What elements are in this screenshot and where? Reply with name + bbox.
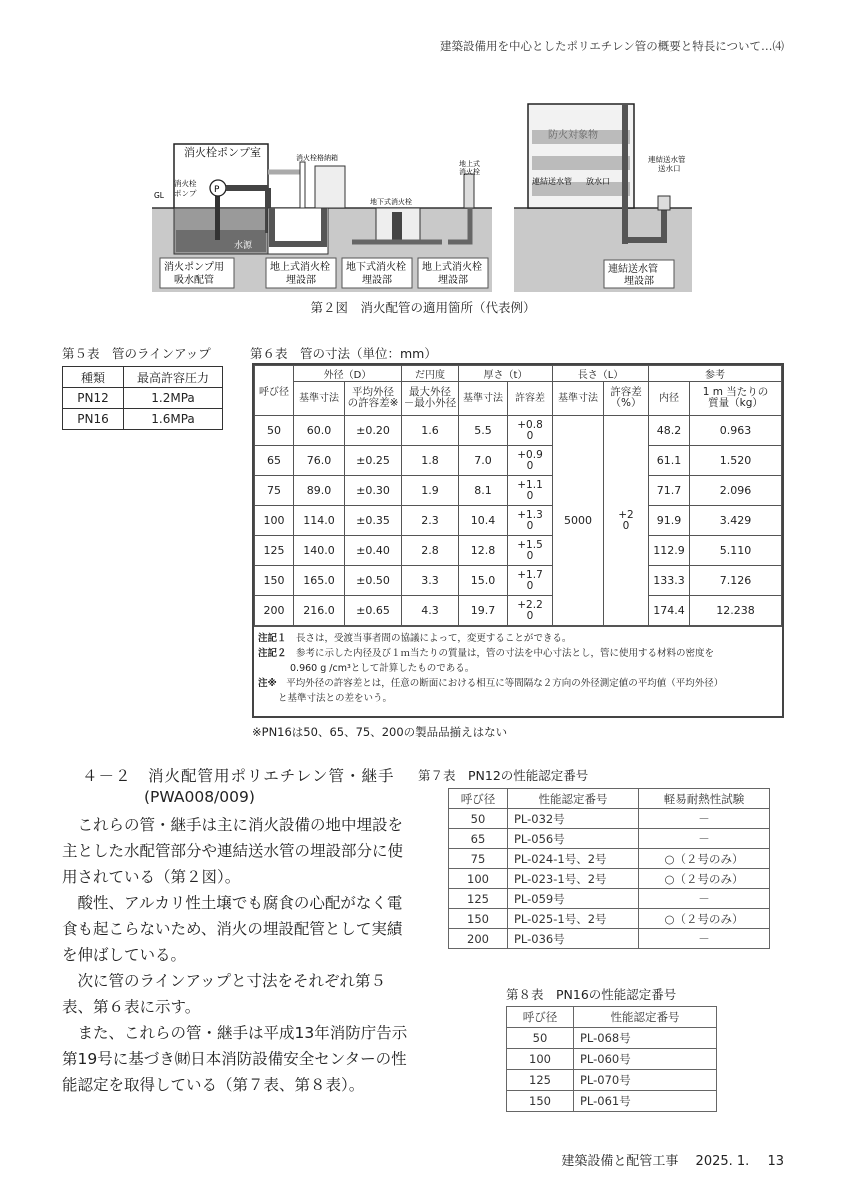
t6-cell-t: 10.4 — [459, 506, 508, 536]
note3b: と基準寸法との差をいう。 — [278, 693, 393, 704]
table8-cell: PL-068号 — [574, 1028, 717, 1049]
label-pump: 消火栓 — [174, 179, 197, 188]
table7-cell: PL-024-1号、2号 — [508, 849, 639, 869]
t6-h-mean-tol: 平均外径 の許容差※ — [345, 382, 402, 416]
table-row — [507, 1049, 717, 1070]
t6-length: 5000 — [553, 416, 604, 626]
table6-notes — [254, 626, 782, 706]
note3-label: 注※ — [258, 678, 277, 689]
note1-label: 注記１ — [258, 633, 287, 644]
note1: 長さは，受渡当事者間の協議によって，変更することができる。 — [296, 633, 572, 644]
table7-cell: 150 — [449, 909, 508, 929]
paragraph: 次に管のラインアップと寸法をそれぞれ第５表、第６表に示す。 — [62, 972, 386, 1016]
t6-cell-id: 61.1 — [649, 446, 690, 476]
table8-cell: PL-061号 — [574, 1091, 717, 1112]
t6-cell-od: 60.0 — [294, 416, 345, 446]
label-water-source: 水源 — [234, 241, 253, 251]
t6-cell-odtol: ±0.20 — [345, 416, 402, 446]
table-row — [255, 536, 782, 566]
t6-cell-n: 200 — [255, 596, 294, 626]
svg-text:埋設部: 埋設部 — [624, 276, 654, 287]
note2a: 参考に示した内径及び１ｍ当たりの質量は，管の寸法を中心寸法とし，管に使用する材料の密度を — [296, 648, 715, 659]
table8-caption: 第８表 PN16の性能認定番号 — [506, 987, 677, 1002]
t6-cell-t: 7.0 — [459, 446, 508, 476]
table7-cell: 100 — [449, 869, 508, 889]
t6-cell-id: 91.9 — [649, 506, 690, 536]
note2b: 0.960 g /cm³として計算したものである。 — [290, 663, 475, 674]
t6-cell-odtol: ±0.30 — [345, 476, 402, 506]
t6-cell-ttol: +0.9 0 — [508, 446, 553, 476]
table8-cell: 50 — [507, 1028, 574, 1049]
t6-cell-od: 165.0 — [294, 566, 345, 596]
t6-cell-n: 100 — [255, 506, 294, 536]
t6-h-base3: 基準寸法 — [553, 382, 604, 416]
t6-h-length: 長さ（L） — [553, 366, 649, 382]
label-gl: GL — [154, 191, 164, 200]
label-conn-inlet: 連結送水管 — [648, 155, 686, 164]
table7-cell: － — [639, 889, 770, 909]
label-under-buried: 地下式消火栓 — [346, 262, 406, 273]
table7-cell: 200 — [449, 929, 508, 949]
fire-piping-diagram — [152, 100, 692, 292]
table5-cell: 1.6MPa — [124, 409, 223, 430]
t6-cell-ov: 3.3 — [402, 566, 459, 596]
t6-cell-kg: 0.963 — [690, 416, 782, 446]
t6-cell-kg: 5.110 — [690, 536, 782, 566]
paragraph: また、これらの管・継手は平成13年消防庁告示第19号に基づき㈶日本消防設備安全センターの性能認定を取得している（第７表、第８表）。 — [62, 1024, 408, 1094]
footer — [561, 1150, 784, 1169]
table7-cell: ○（２号のみ） — [639, 909, 770, 929]
section-heading: ４－２ 消火配管用ポリエチレン管・継手 — [82, 767, 395, 785]
table5-header: 最高許容圧力 — [124, 367, 223, 388]
table7-caption: 第７表 PN12の性能認定番号 — [418, 768, 589, 783]
table5-header: 種類 — [63, 367, 124, 388]
table-row — [255, 596, 782, 626]
table8-cell: PL-060号 — [574, 1049, 717, 1070]
t6-cell-ttol: +1.3 0 — [508, 506, 553, 536]
table-row — [255, 446, 782, 476]
table7-cell: ○（２号のみ） — [639, 869, 770, 889]
label-underground-hydrant: 地下式消火栓 — [370, 198, 412, 206]
t6-cell-ov: 1.9 — [402, 476, 459, 506]
t6-cell-ttol: +1.5 0 — [508, 536, 553, 566]
t6-h-base2: 基準寸法 — [459, 382, 508, 416]
table-row — [449, 909, 770, 929]
table7-cell: PL-032号 — [508, 809, 639, 829]
t6-cell-kg: 2.096 — [690, 476, 782, 506]
t6-cell-ttol: +1.7 0 — [508, 566, 553, 596]
table5-caption: 第５表 管のラインアップ — [62, 346, 211, 361]
t6-cell-odtol: ±0.65 — [345, 596, 402, 626]
table-row — [449, 849, 770, 869]
table-row — [255, 566, 782, 596]
table-row — [449, 929, 770, 949]
label-outlet: 放水口 — [586, 177, 610, 186]
t6-h-id: 内径 — [649, 382, 690, 416]
label-above-buried: 地上式消火栓 — [270, 262, 330, 273]
t6-cell-ov: 4.3 — [402, 596, 459, 626]
t6-h-thickness: 厚さ（t） — [459, 366, 553, 382]
t6-cell-id: 71.7 — [649, 476, 690, 506]
t6-cell-od: 114.0 — [294, 506, 345, 536]
t6-h-ovality: だ円度 — [402, 366, 459, 382]
t6-cell-ttol: +2.2 0 — [508, 596, 553, 626]
paragraph: これらの管・継手は主に消火設備の地中埋設を主とした水配管部分や連結送水管の埋設部分に使用されている（第２図）。 — [62, 816, 404, 886]
t7-header: 呼び径 — [449, 789, 508, 809]
label-conn-buried: 連結送水管 — [608, 264, 658, 275]
table7-cell: 75 — [449, 849, 508, 869]
table5-cell: 1.2MPa — [124, 388, 223, 409]
t6-cell-ov: 1.8 — [402, 446, 459, 476]
table5-cell: PN16 — [63, 409, 124, 430]
t6-cell-ov: 1.6 — [402, 416, 459, 446]
table-row — [255, 416, 782, 446]
table6-caption: 第６表 管の寸法（単位：mm） — [250, 346, 437, 361]
t6-h-od: 外径（D） — [294, 366, 402, 382]
table-row — [507, 1070, 717, 1091]
t6-cell-od: 89.0 — [294, 476, 345, 506]
table-row — [63, 388, 223, 409]
table7-cell: － — [639, 929, 770, 949]
table7-cell: 65 — [449, 829, 508, 849]
t6-cell-t: 8.1 — [459, 476, 508, 506]
table7-cell: － — [639, 829, 770, 849]
note2-label: 注記２ — [258, 648, 287, 659]
table8-cell: PL-070号 — [574, 1070, 717, 1091]
table7-cell: － — [639, 809, 770, 829]
t6-cell-od: 140.0 — [294, 536, 345, 566]
footer-date: 2025. 1. — [695, 1154, 750, 1169]
t6-cell-n: 125 — [255, 536, 294, 566]
table5 — [62, 366, 223, 430]
label-conn-pipe: 連結送水管 — [532, 177, 572, 186]
label-pump-room: 消火栓ポンプ室 — [184, 146, 261, 159]
table-row — [449, 829, 770, 849]
svg-text:埋設部: 埋設部 — [362, 275, 392, 286]
t6-cell-id: 48.2 — [649, 416, 690, 446]
label-above-hydrant: 地上式 — [459, 160, 480, 168]
t6-cell-od: 216.0 — [294, 596, 345, 626]
t6-cell-odtol: ±0.35 — [345, 506, 402, 536]
table8-cell: 100 — [507, 1049, 574, 1070]
table7-cell: ○（２号のみ） — [639, 849, 770, 869]
table8-cell: 150 — [507, 1091, 574, 1112]
t6-cell-kg: 3.429 — [690, 506, 782, 536]
t6-cell-n: 65 — [255, 446, 294, 476]
t6-cell-t: 12.8 — [459, 536, 508, 566]
svg-text:埋設部: 埋設部 — [438, 275, 468, 286]
paragraph: 酸性、アルカリ性土壌でも腐食の心配がなく電食も起こらないため、消火の埋設配管として実績を伸ばしている。 — [62, 894, 403, 964]
t7-header: 性能認定番号 — [508, 789, 639, 809]
table8 — [506, 1006, 717, 1112]
table-row — [507, 1091, 717, 1112]
t6-h-mass: 1 m 当たりの 質量（kg） — [690, 382, 782, 416]
running-head: 建築設備用を中心としたポリエチレン管の概要と特長について…⑷ — [439, 39, 784, 53]
t8-header: 性能認定番号 — [574, 1007, 717, 1028]
table-row — [449, 809, 770, 829]
t6-cell-t: 19.7 — [459, 596, 508, 626]
t6-length-tol: +2 0 — [604, 416, 649, 626]
label-cabinet: 消火栓格納箱 — [296, 154, 338, 162]
t6-cell-id: 174.4 — [649, 596, 690, 626]
svg-text:送水口: 送水口 — [658, 164, 681, 173]
t6-h-tol: 許容差 — [508, 382, 553, 416]
table7-cell: 50 — [449, 809, 508, 829]
t6-cell-ov: 2.8 — [402, 536, 459, 566]
t6-cell-n: 150 — [255, 566, 294, 596]
table7-cell: PL-023-1号、2号 — [508, 869, 639, 889]
table7-cell: 125 — [449, 889, 508, 909]
table6 — [252, 363, 784, 718]
t6-cell-kg: 7.126 — [690, 566, 782, 596]
table-row — [449, 889, 770, 909]
table-row — [255, 506, 782, 536]
table7-cell: PL-036号 — [508, 929, 639, 949]
t6-cell-ttol: +0.8 0 — [508, 416, 553, 446]
table5-cell: PN12 — [63, 388, 124, 409]
t6-cell-t: 15.0 — [459, 566, 508, 596]
t7-header: 軽易耐熱性試験 — [639, 789, 770, 809]
table8-cell: 125 — [507, 1070, 574, 1091]
t6-cell-kg: 12.238 — [690, 596, 782, 626]
table-row — [449, 869, 770, 889]
t6-cell-id: 112.9 — [649, 536, 690, 566]
label-fire-target: 防火対象物 — [548, 130, 598, 141]
footer-journal: 建築設備と配管工事 — [561, 1154, 679, 1169]
note3a: 平均外径の許容差とは，任意の断面における相互に等間隔な２方向の外径測定値の平均値（平均外径） — [286, 678, 724, 689]
table7-cell: PL-056号 — [508, 829, 639, 849]
t6-cell-t: 5.5 — [459, 416, 508, 446]
table7-cell: PL-025-1号、2号 — [508, 909, 639, 929]
t6-h-nominal: 呼び径 — [255, 366, 294, 416]
t6-cell-odtol: ±0.25 — [345, 446, 402, 476]
t6-cell-ov: 2.3 — [402, 506, 459, 536]
t6-cell-ttol: +1.1 0 — [508, 476, 553, 506]
t6-h-ref: 参考 — [649, 366, 782, 382]
table-row — [255, 476, 782, 506]
label-suction: 消火ポンプ用 — [164, 262, 224, 273]
t6-cell-id: 133.3 — [649, 566, 690, 596]
t6-cell-kg: 1.520 — [690, 446, 782, 476]
t6-h-tol-pct: 許容差 （%） — [604, 382, 649, 416]
table-row — [63, 409, 223, 430]
t6-cell-od: 76.0 — [294, 446, 345, 476]
svg-text:吸水配管: 吸水配管 — [174, 275, 214, 286]
pn16-note: ※PN16は50、65、75、200の製品品揃えはない — [252, 725, 508, 739]
t6-cell-odtol: ±0.50 — [345, 566, 402, 596]
svg-text:消火栓: 消火栓 — [459, 168, 480, 176]
figure-caption: 第２図 消火配管の適用箇所（代表例） — [310, 300, 536, 315]
label-p: P — [214, 185, 220, 195]
t6-cell-n: 75 — [255, 476, 294, 506]
t6-cell-n: 50 — [255, 416, 294, 446]
svg-text:ポンプ: ポンプ — [174, 189, 197, 198]
t6-h-maxmin: 最大外径 －最小外径 — [402, 382, 459, 416]
table7 — [448, 788, 770, 949]
svg-text:埋設部: 埋設部 — [286, 275, 316, 286]
table7-cell: PL-059号 — [508, 889, 639, 909]
t6-h-base: 基準寸法 — [294, 382, 345, 416]
page-number: 13 — [767, 1154, 784, 1169]
body-text — [62, 812, 412, 1098]
t6-cell-odtol: ±0.40 — [345, 536, 402, 566]
t8-header: 呼び径 — [507, 1007, 574, 1028]
label-above-buried-2: 地上式消火栓 — [422, 262, 482, 273]
table-row — [507, 1028, 717, 1049]
section-subheading: (PWA008/009) — [144, 788, 255, 806]
